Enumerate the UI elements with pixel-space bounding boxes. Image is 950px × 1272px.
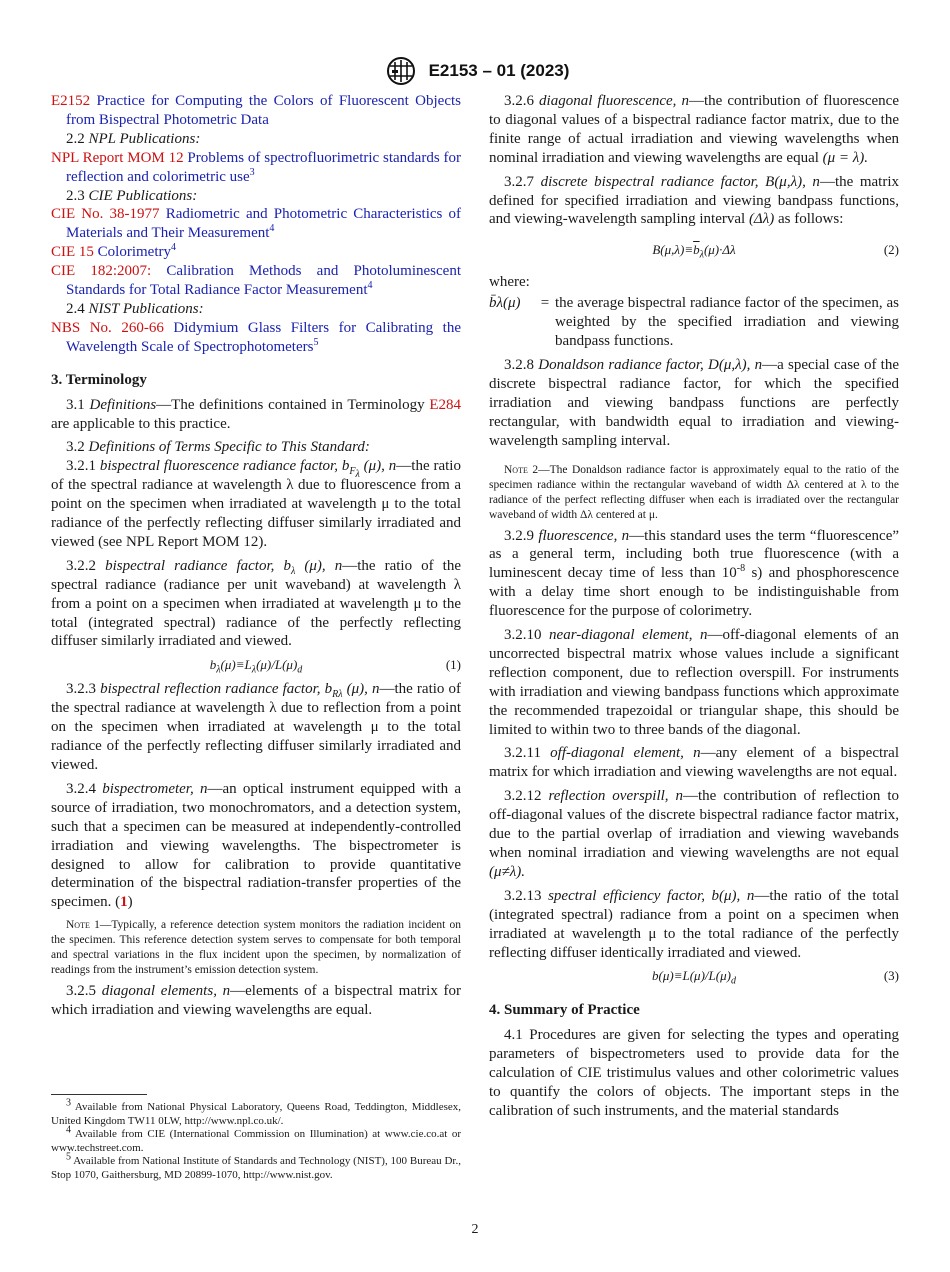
para-4-1 [489, 1026, 899, 1121]
section-title: CIE Publications: [88, 187, 198, 204]
where-equals: = [540, 295, 550, 312]
footnote-number: 3 [66, 1097, 71, 1109]
def-text: —elements of a bispectral matrix for which irradiation and viewing wavelengths are equal. [51, 983, 461, 1019]
para-number: 3.2.4 [66, 780, 96, 797]
ref-cie-38 [51, 205, 461, 243]
def-term-subsub: λ [355, 469, 360, 481]
def-3-2-3 [51, 680, 461, 775]
standard-designation: E2153 – 01 (2023) [428, 61, 570, 80]
def-term-sub: F [349, 466, 356, 478]
footnote-4 [51, 1124, 461, 1155]
page-number: 2 [471, 1222, 479, 1237]
def-text: —an optical instrument equipped with a source of irradiation, two monochromators, and a detection system, such that a specimen can be measured at independently-controlled irradiation and viewing wavelengths. The bispectrometer is designed to allow for calibration to provide quantitative determination of the bispectral radiation-transfer properties of the specimen. [51, 780, 461, 911]
def-term-text: bispectral fluorescence radiance factor, b [99, 458, 350, 475]
ref-cie-182 [51, 262, 461, 300]
def-3-2-5 [51, 982, 461, 1020]
nist-heading [51, 300, 461, 319]
footnote-5 [51, 1151, 461, 1182]
para-number: 3.2.8 [504, 356, 534, 373]
para-number: 3.1 [66, 396, 85, 413]
para-number: 3.2.9 [504, 527, 534, 544]
where-definition [489, 294, 899, 351]
def-text: —the ratio of the total (integrated spectral) radiance from a point on a specimen when irradiated at wavelength μ to the total radiance of the perfectly reflecting diffuser identically irradiated and viewed. [489, 887, 900, 961]
para-number: 3.2.6 [504, 93, 534, 109]
right-column [489, 92, 899, 1121]
footnote-marker[interactable]: 4 [269, 223, 275, 235]
def-3-2-6 [489, 92, 899, 168]
footnote-marker[interactable]: 4 [367, 280, 373, 292]
ref-cie-15-title-link[interactable]: Colorimetry [97, 244, 171, 261]
ref-npl-title-link[interactable]: Problems of spectrofluorimetric standards for reflection and colorimetric use [66, 149, 461, 185]
summary-heading: 4. Summary of Practice [489, 1002, 640, 1019]
def-term-text: (μ), n [346, 681, 380, 698]
para-3-1 [51, 396, 461, 434]
para-term: Definitions [89, 396, 157, 413]
def-term [99, 458, 397, 481]
para-number: 3.2.13 [504, 887, 542, 904]
astm-logo-icon [381, 56, 421, 86]
para-number: 3.2.10 [504, 627, 542, 644]
equation-2 [489, 239, 899, 261]
def-term-text: (μ), n [304, 557, 343, 574]
ref-e2152-link[interactable]: E2152 [51, 93, 91, 109]
section-number: 2.4 [66, 300, 85, 317]
para-text: —The definitions contained in Terminology [156, 396, 425, 413]
footnote-marker[interactable]: 3 [249, 166, 255, 178]
section-number: 2.2 [66, 130, 85, 147]
note-2 [489, 463, 899, 523]
equation-3-number: (3) [883, 968, 899, 984]
left-column [51, 92, 461, 1020]
footnote-number: 5 [66, 1151, 71, 1163]
note-1 [51, 918, 461, 978]
para-number: 3.2.11 [504, 745, 541, 762]
def-term: bispectrometer, n [102, 780, 208, 797]
footnote-number: 4 [66, 1124, 71, 1136]
equation-1-number: (1) [445, 657, 461, 673]
where-symbol: b̄λ(μ) [489, 295, 521, 312]
ref-cie-182-link[interactable]: CIE 182:2007: [51, 263, 152, 280]
para-text: are applicable to this practice. [51, 415, 231, 432]
def-3-2-11 [489, 744, 899, 782]
equation-2-number: (2) [883, 242, 899, 258]
para-term: Definitions of Terms Specific to This Standard: [88, 439, 370, 456]
footnote-marker[interactable]: 5 [313, 336, 319, 348]
para-number: 3.2.7 [504, 173, 534, 190]
def-3-2-9 [489, 527, 899, 622]
cie-heading [51, 187, 461, 206]
footnote-text: Available from National Physical Laboratory, Queens Road, Teddington, Middlesex, United Kingdom TW11 0LW, http://www.npl.co.uk/. [51, 1101, 461, 1127]
def-text: —the contribution of reflection to off-diagonal values of the discrete bispectral radiance factor matrix, due to the partial overlap of irradiation and viewing wavebands when nominal irradiation and viewing wavelengths are not equal [489, 788, 900, 861]
def-text: —the ratio of the spectral radiance at wavelength λ due to reflection from a point on the specimen when irradiated at wavelength μ to the total radiance of the perfectly reflecting diffuser similarly irradiated and viewed. [51, 681, 462, 773]
def-term [105, 557, 343, 577]
ref-nbs [51, 319, 461, 357]
footnote-divider [51, 1094, 147, 1095]
def-text: —this standard uses the term “fluorescence” as a general term, including both true fluorescence (with a luminescent decay time of less than 10 [489, 527, 900, 582]
def-3-2-8 [489, 356, 899, 451]
def-term: discrete bispectral radiance factor, B(μ,λ), n [540, 173, 820, 190]
note-text: —Typically, a reference detection system monitors the radiation incident on the specimen. This reference detection system serves to compensate for both temporal and spectral variations in the flux incident upon the specimen, by normalization of readings from the instrument’s emission detection system. [51, 919, 461, 977]
equation-3 [489, 965, 899, 987]
def-3-2-1 [51, 457, 461, 552]
def-3-2-7 [489, 173, 899, 230]
equation-3-body: $b(\mu)\equiv L(\mu)/L(\mu)_d$ [652, 968, 736, 988]
def-term: Donaldson radiance factor, D(μ,λ), n [538, 356, 763, 373]
def-text-math: (μ≠λ). [489, 863, 525, 880]
section-number: 2.3 [66, 187, 85, 204]
footnote-marker[interactable]: 4 [171, 242, 176, 254]
def-term-text: bispectral radiance factor, b [105, 557, 291, 574]
note-label: Note 1 [66, 919, 100, 932]
ref-e2152-title-link[interactable]: Practice for Computing the Colors of Fluorescent Objects from Bispectral Photometric Data [66, 93, 462, 128]
ref-cie-182-title-link[interactable]: Calibration Methods and Photoluminescent Standards for Total Radiance Factor Measurement [66, 263, 461, 299]
para-number: 3.2 [66, 439, 85, 456]
def-3-2-10 [489, 626, 899, 739]
def-text: —a special case of the discrete bispectral radiance factor, for which the specified irradiation and viewing bandpass functions are perfectly rectangular, with bandwidth equal to irradiation and viewing-wavelength sampling interval. [489, 356, 900, 449]
ref-nbs-link[interactable]: NBS No. 260-66 [51, 319, 164, 336]
note-text: —The Donaldson radiance factor is approximately equal to the ratio of the specimen radiance within the rectangular waveband of width Δλ centered at λ to the radiance of the perfect reflecting diffuser when each is irradiated over the rectangular waveband of width Δλ centered at μ. [489, 463, 899, 521]
ref-cie-38-title-link[interactable]: Radiometric and Photometric Characteristics of Materials and Their Measurement [66, 206, 462, 242]
def-text: —any element of a bispectral matrix for which irradiation and viewing wavelengths are not equal. [489, 745, 899, 781]
where-text: the average bispectral radiance factor of the specimen, as weighted by the specified irradiation and viewing bandpass functions. [555, 295, 899, 350]
footnote-text: Available from CIE (International Commission on Illumination) at www.cie.co.at or www.techstreet.com. [51, 1128, 461, 1154]
def-text: —the matrix defined for specified irradiation and viewing bandpass functions, and viewing-wavelength sampling interval [489, 173, 900, 228]
def-text: as follows: [777, 211, 844, 228]
ref-npl [51, 149, 461, 187]
def-term-sub: Rλ [332, 689, 343, 701]
footnote-text: Available from National Institute of Standards and Technology (NIST), 100 Bureau Dr., Stop 1070, Gaithersburg, MD 20899-1070, http://www.nist.gov. [51, 1155, 461, 1181]
def-text: s) and phosphorescence with a delay time short enough to be indistinguishable from fluorescence for the purpose of colorimetry. [489, 565, 900, 620]
para-number: 3.2.1 [66, 458, 96, 475]
para-number: 3.2.3 [66, 681, 96, 698]
para-text: Procedures are given for selecting the types and operating parameters of bispectrometers used to provide data for the calculation of CIE tristimulus values and other colorimetric values to quantify the colors of objects. The important steps in the calibration of such instruments, and the material standards [489, 1027, 900, 1119]
npl-heading [51, 130, 461, 149]
equation-2-body: $B(\mu,\lambda)\equiv\overline{b}_\lambda(\mu)\cdot\Delta\lambda$ [652, 242, 736, 261]
def-text: —off-diagonal elements of an uncorrected bispectral matrix whose values include a significant reflection component, due to reflection overspill. For instruments with irradiation and viewing bandpass functions which approximate the recommended trapezoidal or triangular shape, this should be limited to within two to three bands of the diagonal. [489, 627, 899, 738]
def-term: fluorescence, n [538, 527, 630, 544]
def-3-2-2 [51, 557, 461, 652]
def-3-2-4: 3.2.4 bispectrometer, n—an optical instrument equipped with a source of irradiation, two monochromators, and a detection system, such that a specimen can be measured at independently-controlled irradiation and viewing wavelengths. The bispectrometer is designed to allow for calibration to provide quantitative determination of the bispectral radiation-transfer properties of the specimen. (1) [51, 780, 461, 911]
ref-e284-link[interactable]: E284 [429, 396, 462, 413]
def-text: —the ratio of the spectral radiance at wavelength λ due to fluorescence from a point on the specimen when irradiated at wavelength μ to the total radiance of the perfectly reflecting diffuser similarly irradiated and viewed (see NPL Report MOM 12). [51, 458, 461, 550]
def-3-2-12 [489, 787, 899, 882]
def-term-sub: λ [290, 565, 296, 577]
def-text: —the contribution of fluorescence to diagonal values of a bispectral radiance factor matrix, due to the finite range of actual irradiation and viewing wavelengths when nominal irradiation and viewing wavelengths are equal [489, 93, 899, 166]
page-header [0, 56, 950, 86]
ref-cie-15 [51, 243, 461, 262]
footnotes [51, 1094, 461, 1182]
section-title: NPL Publications: [88, 130, 201, 147]
para-number: 3.2.12 [504, 788, 542, 805]
para-number: 4.1 [504, 1027, 523, 1044]
section-title: NIST Publications: [88, 300, 204, 317]
def-text: —the ratio of the spectral radiance (radiance per unit waveband) at wavelength λ from a point on a specimen when irradiated at wavelength μ to the total (integrated spectral) radiance of the perfectly reflecting diffuser similarly irradiated and viewed. [51, 557, 462, 650]
def-term: spectral efficiency factor, b(μ), n [548, 887, 755, 904]
def-term: diagonal fluorescence, n [539, 93, 689, 109]
para-3-2 [51, 438, 461, 457]
para-number: 3.2.5 [66, 983, 96, 1000]
def-term: near-diagonal element, n [549, 627, 708, 644]
terminology-heading: 3. Terminology [51, 371, 147, 388]
where-label: where: [489, 274, 530, 291]
footnote-3 [51, 1097, 461, 1128]
def-term [100, 681, 380, 701]
equation-1 [51, 654, 461, 676]
def-term: diagonal elements, n [101, 983, 231, 1000]
ref-npl-link[interactable]: NPL Report MOM 12 [51, 149, 184, 166]
def-text-math: (μ = λ). [822, 149, 869, 166]
def-term-text: (μ), n [363, 458, 397, 475]
ref-cie-38-link[interactable]: CIE No. 38-1977 [51, 206, 160, 223]
equation-1-body: $b_\lambda(\mu)\equiv L_\lambda(\mu)/L(\mu)_d$ [209, 657, 303, 676]
ref-e2152 [51, 92, 461, 130]
def-term: reflection overspill, n [548, 788, 683, 805]
para-number: 3.2.2 [66, 557, 96, 574]
def-3-2-13 [489, 887, 899, 963]
ref-nbs-title-link[interactable]: Didymium Glass Filters for Calibrating the Wavelength Scale of Spectrophotometers [66, 319, 461, 355]
note-label: Note 2 [504, 463, 539, 476]
def-term-text: bispectral reflection radiance factor, b [100, 681, 333, 698]
exponent: -8 [736, 563, 746, 575]
def-term: off-diagonal element, n [550, 745, 701, 762]
def-text-math: (Δλ) [748, 211, 775, 228]
citation-link[interactable]: 1 [120, 894, 128, 911]
ref-cie-15-link[interactable]: CIE 15 [51, 244, 94, 261]
